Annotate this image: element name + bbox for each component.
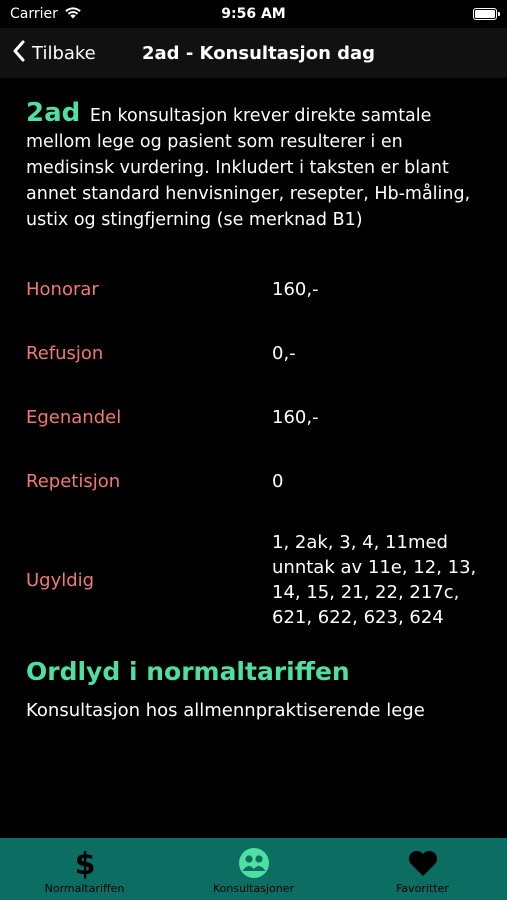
tab-label: Normaltariffen [44, 882, 125, 895]
page-title: 2ad - Konsultasjon dag [142, 42, 376, 64]
tab-konsultasjoner[interactable] [169, 838, 338, 900]
back-label: Tilbake [32, 42, 96, 64]
row-honorar [26, 257, 488, 321]
fee-table [26, 257, 488, 639]
row-value: 160,- [272, 278, 319, 300]
tab-bar [0, 838, 507, 900]
row-value: 160,- [272, 406, 319, 428]
detail-content [26, 100, 488, 721]
people-icon [238, 846, 270, 880]
row-ugyldig [26, 521, 488, 639]
tab-normaltariffen[interactable] [0, 838, 169, 900]
row-repetisjon [26, 449, 488, 513]
tariff-code: 2ad [26, 98, 81, 128]
row-value: 0,- [272, 342, 296, 364]
row-egenandel [26, 385, 488, 449]
row-label: Refusjon [26, 342, 104, 364]
battery-icon [473, 8, 497, 20]
status-time: 9:56 AM [221, 6, 286, 22]
section-text: Konsultasjon hos allmennpraktiserende lege [26, 700, 425, 721]
carrier-label: Carrier [10, 6, 58, 22]
tab-label: Konsultasjoner [213, 882, 294, 895]
status-bar [0, 0, 507, 28]
navigation-bar [0, 28, 507, 78]
row-value: 0 [272, 470, 284, 492]
tab-label: Favoritter [396, 882, 449, 895]
row-refusjon [26, 321, 488, 385]
dollar-icon [73, 846, 97, 880]
row-label: Honorar [26, 278, 99, 300]
description-text: En konsultasjon krever direkte samtale mellom lege og pasient som resulterer i en medisinsk vurdering. Inkludert i taksten er blant annet standard henvisninger, resepter, Hb-måling, ustix og stingfjerning (se merknad B1) [26, 106, 471, 230]
description-paragraph [26, 100, 488, 233]
row-value: 1, 2ak, 3, 4, 11med unntak av 11e, 12, 13, 14, 15, 21, 22, 217c, 621, 622, 623, 624 [272, 532, 477, 628]
section-title: Ordlyd i normaltariffen [26, 657, 350, 686]
chevron-left-icon [12, 40, 26, 67]
row-label: Repetisjon [26, 470, 121, 492]
row-label: Ugyldig [26, 569, 95, 591]
tab-favoritter[interactable] [338, 838, 507, 900]
heart-icon [407, 846, 439, 880]
row-label: Egenandel [26, 406, 122, 428]
svg-text:$: $ [74, 847, 95, 879]
back-button[interactable] [12, 40, 96, 67]
